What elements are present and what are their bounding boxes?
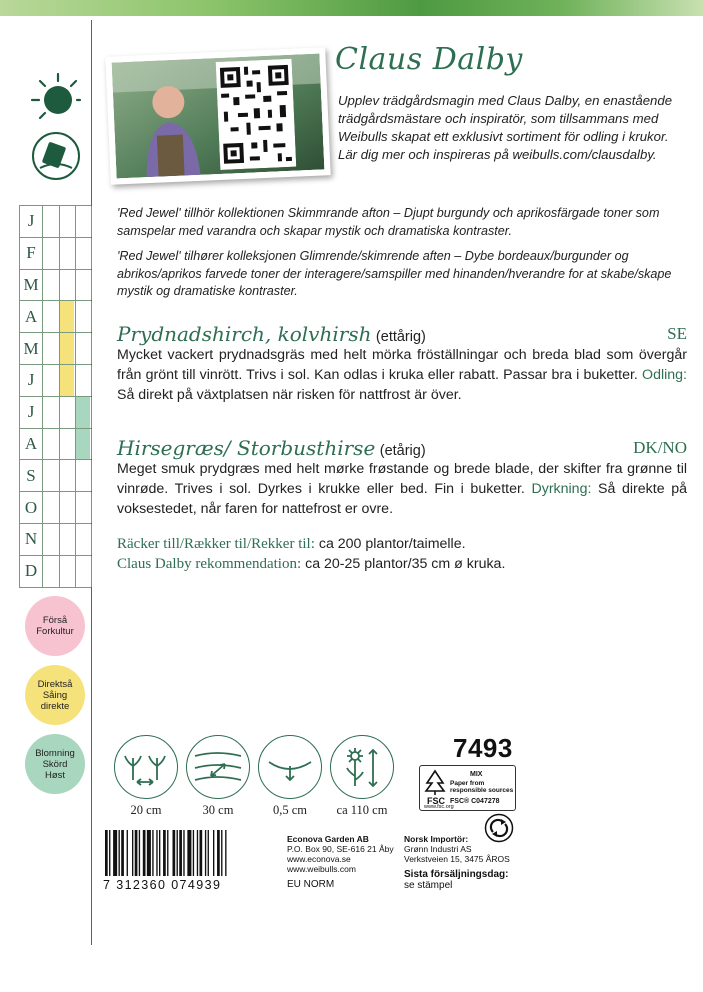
barcode-bar: [113, 830, 117, 876]
barcode-bar: [167, 830, 168, 876]
month-row: [19, 238, 91, 270]
direct-sowing-badge: [25, 665, 85, 725]
importer-label: Norsk Importör:: [404, 834, 469, 844]
barcode-bar: [147, 830, 151, 876]
company-web-weibulls: www.weibulls.com: [287, 864, 356, 874]
importer-name: Grønn Industri AS: [404, 844, 472, 854]
dk-description-text: Meget smuk prydgræs med helt mørke frøstande og brede blade, der skifter fra grønne til vinrøde. Trives i sol. Dyrkes i krukke eller bed. Fin i buketter.: [117, 461, 687, 497]
collection-text-dkno: 'Red Jewel' tilhører kolleksjonen Glimrende/skimrende aften – Dybe bordeaux/burgunder og abrikos/aprikos farvede toner der interagere/samspiller med hinanden/hverandre for at skabe/skape mystik og dramatiske kontraster.: [117, 249, 672, 298]
barcode-bar: [121, 830, 124, 876]
barcode-bar: [213, 830, 214, 876]
barcode-bar: [173, 830, 176, 876]
dk-sowing-text: Så direkte på voksestedet, når faren for nattefrost er ovre.: [117, 481, 687, 517]
sowing-depth-icon: [258, 735, 322, 799]
se-description-text: Mycket vackert prydnadsgräs med helt mörka fröställningar och breda blad som övergår från grönt till vinrött. Trivs i sol. Kan odlas i kruka eller rabatt. Passar bra i buketter.: [117, 347, 687, 383]
fsc-mix: MIX: [470, 771, 483, 778]
barcode-bar: [139, 830, 140, 876]
barcode: [103, 830, 275, 880]
sowing-depth-value: 0,5 cm: [272, 803, 308, 817]
row-spacing-value: 20 cm: [130, 803, 162, 817]
barcode-bar: [119, 830, 120, 876]
barcode-bar: [132, 830, 133, 876]
dk-sowing-label: Dyrkning:: [531, 481, 592, 497]
barcode-bar: [177, 830, 178, 876]
plant-height-value: ca 110 cm: [336, 803, 388, 817]
barcode-bar: [127, 830, 128, 876]
month-row: [19, 524, 91, 556]
recycle-icon: [484, 813, 514, 843]
qr-code: [216, 59, 297, 170]
se-annual: (ettårig): [375, 329, 426, 345]
dk-annual: (etårig): [379, 443, 426, 459]
month-row: [19, 492, 91, 524]
dk-plant-name: Hirsegræs/ Storbusthirse: [117, 436, 376, 460]
intro-text: Upplev trädgårdsmagin med Claus Dalby, en enastående trädgårdsmästare och inspiratör, som tillsammans med Weibulls skapat ett exklusivt sortiment för odling i krukor. Lär dig mer och inspireras på weibulls.com/clausdalby.: [338, 93, 673, 162]
month-row: [19, 429, 91, 461]
fsc-code: FSC® C047278: [450, 798, 500, 805]
fsc-line2: responsible sources: [450, 787, 514, 794]
sun-icon: [30, 72, 82, 124]
recommendation-label: Claus Dalby rekommendation:: [117, 556, 302, 572]
fsc-line1: Paper from: [450, 780, 485, 787]
month-letter: J: [19, 206, 43, 237]
month-letter: O: [19, 492, 43, 523]
barcode-bar: [217, 830, 220, 876]
barcode-bar: [205, 830, 206, 876]
recommendation-line: [117, 554, 687, 574]
company-web-econova: www.econova.se: [287, 854, 351, 864]
barcode-bar: [179, 830, 182, 876]
soil-pot-icon: [30, 130, 82, 182]
recommendation-value: ca 20-25 plantor/35 cm ø kruka.: [305, 556, 506, 572]
fsc-logo-text: FSC: [427, 796, 445, 806]
claus-dalby-signature: Claus Dalby: [335, 42, 523, 77]
month-letter: J: [19, 397, 43, 428]
barcode-bar: [143, 830, 146, 876]
barcode-bar: [105, 830, 108, 876]
barcode-bar: [156, 830, 157, 876]
amount-label: Räcker till/Rækker til/Rekker til:: [117, 536, 315, 552]
barcode-bar: [109, 830, 110, 876]
barcode-bar: [152, 830, 153, 876]
month-row: [19, 460, 91, 492]
row-spacing-icon: [114, 735, 178, 799]
month-letter: F: [19, 238, 43, 269]
collection-text-se: 'Red Jewel' tillhör kollektionen Skimmrande afton – Djupt burgundy och aprikosfärgade toner som samspelar med varandra och skapar mystik och dramatiska kontraster.: [117, 206, 660, 238]
month-letter: M: [19, 333, 43, 364]
se-description: [117, 345, 687, 405]
top-color-band: [0, 0, 703, 16]
dk-description: [117, 459, 687, 519]
amount-line: [117, 534, 687, 554]
month-row: [19, 206, 91, 238]
month-letter: D: [19, 556, 43, 587]
barcode-bar: [183, 830, 184, 876]
barcode-bar: [193, 830, 194, 876]
bloom-harvest-label: Blomning Skörd Høst: [35, 747, 75, 781]
barcode-bar: [135, 830, 138, 876]
month-letter: A: [19, 429, 43, 460]
claus-dalby-photo-card: [105, 47, 330, 184]
se-sowing-label: Odling:: [642, 367, 687, 383]
eu-norm: EU NORM: [287, 879, 335, 890]
last-sale-value: se stämpel: [404, 880, 453, 891]
dk-lang-label: DK/NO: [633, 438, 687, 457]
direct-sowing-label: Direktså Såing direkte: [37, 678, 73, 712]
company-name: Econova Garden AB: [287, 834, 369, 844]
month-row: [19, 365, 91, 397]
month-letter: A: [19, 301, 43, 332]
fsc-tree-icon: [424, 769, 446, 795]
se-plant-name: Prydnadshirch, kolvhirsh: [117, 322, 372, 346]
plant-height-icon: [330, 735, 394, 799]
se-sowing-text: Så direkt på växtplatsen när risken för nattfrost är över.: [117, 387, 462, 403]
month-row: [19, 270, 91, 302]
month-row: [19, 301, 91, 333]
barcode-bar: [163, 830, 166, 876]
last-sale-label: Sista försäljningsdag:: [404, 869, 509, 880]
bloom-harvest-badge: [25, 734, 85, 794]
month-row: [19, 333, 91, 365]
barcode-bar: [221, 830, 222, 876]
month-letter: S: [19, 460, 43, 491]
month-row: [19, 556, 91, 588]
fsc-site: www.fsc.org: [424, 804, 454, 810]
indoor-sowing-badge: [25, 596, 85, 656]
importer-address: Verkstveien 15, 3475 ÅROS: [404, 854, 510, 864]
barcode-bar: [159, 830, 160, 876]
plant-spacing-icon: [186, 735, 250, 799]
amount-value: ca 200 plantor/taimelle.: [318, 536, 466, 552]
month-letter: J: [19, 365, 43, 396]
month-letter: M: [19, 270, 43, 301]
month-letter: N: [19, 524, 43, 555]
fsc-label: [419, 765, 516, 811]
barcode-bar: [225, 830, 226, 876]
barcode-bar: [208, 830, 209, 876]
barcode-number: 7 312360 074939: [103, 878, 222, 892]
barcode-bar: [200, 830, 203, 876]
company-address: P.O. Box 90, SE-616 21 Åby: [287, 844, 394, 854]
barcode-bar: [187, 830, 191, 876]
indoor-sowing-label: Förså Forkultur: [36, 615, 74, 637]
se-lang-label: SE: [667, 324, 687, 343]
barcode-bar: [197, 830, 198, 876]
article-number: 7493: [453, 733, 513, 763]
plant-spacing-value: 30 cm: [202, 803, 234, 817]
month-row: [19, 397, 91, 429]
month-calendar: [19, 205, 91, 581]
